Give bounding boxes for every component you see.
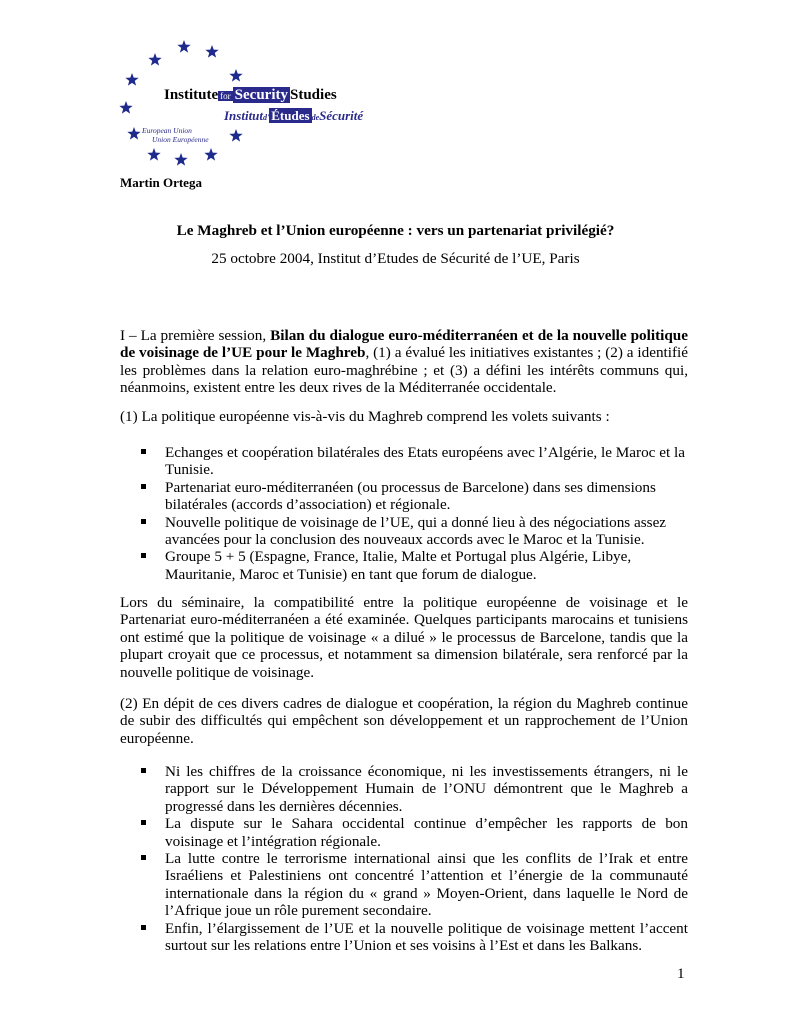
- star-icon: [147, 148, 160, 161]
- logo-securite: Sécurité: [319, 108, 364, 123]
- star-icon: [119, 101, 132, 114]
- section-2-intro: (2) En dépit de ces divers cadres de dialogue et coopération, la région du Maghreb continue de subir des difficultés qui empêchent son développement et un rapprochement de l’Union européenne.: [120, 695, 688, 747]
- logo-de: de: [311, 113, 320, 122]
- logo-for: for: [220, 91, 231, 101]
- bullet-icon: [141, 855, 146, 860]
- bullet-icon: [141, 820, 146, 825]
- logo-eu-line2: Union Européenne: [152, 135, 209, 144]
- list-item: La lutte contre le terrorisme international ainsi que les conflits de l’Irak et entre Israéliens et Palestiniens ont concentré l’attention et l’énergie de la communauté internationale dans la région du « grand » Moyen-Orient, dans laquelle le Nord de l’Afrique joue un rôle purement secondaire.: [120, 850, 688, 920]
- list-item: Groupe 5 + 5 (Espagne, France, Italie, Malte et Portugal plus Algérie, Libye, Mauritanie, Maroc et Tunisie) en tant que forum de dialogue.: [120, 548, 688, 583]
- bullet-icon: [141, 519, 146, 524]
- list-item: Partenariat euro-méditerranéen (ou processus de Barcelone) dans ses dimensions bilatérales (accords d’association) et régionale.: [120, 479, 688, 514]
- bullet-icon: [141, 449, 146, 454]
- logo-line-english: [164, 87, 337, 105]
- difficulties-list: [120, 763, 688, 954]
- logo-etudes: Études: [271, 108, 310, 123]
- logo-security: Security: [234, 87, 288, 103]
- bullet-icon: [141, 768, 146, 773]
- star-icon: [229, 69, 242, 82]
- eu-stars-icon: [112, 38, 372, 173]
- intro-paragraph: [120, 327, 688, 397]
- star-icon: [148, 53, 161, 66]
- logo-d: d': [263, 113, 270, 122]
- list-item: Enfin, l’élargissement de l’UE et la nouvelle politique de voisinage mettent l’accent surtout sur les relations entre l’Union et ses voisins à l’Est et dans les Balkans.: [120, 920, 688, 955]
- list-item: La dispute sur le Sahara occidental continue d’empêcher les rapports de bon voisinage et l’intégration régionale.: [120, 815, 688, 850]
- star-icon: [125, 73, 138, 86]
- bullet-icon: [141, 484, 146, 489]
- star-icon: [204, 148, 217, 161]
- page-number: 1: [677, 965, 685, 982]
- list-item: Ni les chiffres de la croissance économique, ni les investissements étrangers, ni le rapport sur le Développement Humain de l’ONU démontrent que le Maghreb a progressé dans les dernières décennies.: [120, 763, 688, 815]
- logo-studies: Studies: [290, 87, 337, 103]
- seminar-paragraph: Lors du séminaire, la compatibilité entre la politique européenne de voisinage et le Partenariat euro-méditerranéen a été examinée. Quelques participants marocains et tunisiens ont estimé que la politique de voisinage « a dilué » le processus de Barcelone, tandis que la plupart croyait que ce processus, et notamment sa dimension bilatérale, sera renforcé par la nouvelle politique de voisinage.: [120, 594, 688, 681]
- section-1-intro: (1) La politique européenne vis-à-vis du Maghreb comprend les volets suivants :: [120, 408, 610, 425]
- star-icon: [229, 129, 242, 142]
- logo-line-french: [224, 107, 363, 126]
- logo-institut: Institut: [224, 108, 264, 123]
- document-subtitle: 25 octobre 2004, Institut d’Etudes de Sécurité de l’UE, Paris: [211, 250, 580, 267]
- document-title: Le Maghreb et l’Union européenne : vers un partenariat privilégié?: [176, 222, 615, 239]
- list-item: Echanges et coopération bilatérales des Etats européens avec l’Algérie, le Maroc et la Tunisie.: [120, 444, 688, 479]
- bullet-icon: [141, 925, 146, 930]
- logo-eu-line1: European Union: [142, 126, 192, 135]
- bullet-icon: [141, 553, 146, 558]
- star-icon: [174, 153, 187, 166]
- intro-rest: , (1) a évalué les initiatives existantes ; (2) a identifié les problèmes dans la relation euro-maghrébine ; et (3) a défini les intérêts communs qui, néanmoins, existent entre les deux rives de la Méditerranée occidentale.: [120, 344, 689, 397]
- policy-list: [120, 444, 688, 583]
- list-item: Nouvelle politique de voisinage de l’UE, qui a donné lieu à des négociations assez avancées pour la conclusion des nouveaux accords avec le Maroc et la Tunisie.: [120, 514, 688, 549]
- author-name: Martin Ortega: [120, 175, 202, 190]
- intro-session-title: Bilan du dialogue euro-méditerranéen et de la nouvelle politique de voisinage de l’UE pour le Maghreb: [120, 327, 688, 362]
- star-icon: [205, 45, 218, 58]
- iss-logo: [112, 38, 372, 173]
- logo-institute: Institute: [164, 87, 219, 103]
- logo-eu-label: [142, 126, 209, 144]
- intro-lead: I – La première session,: [120, 327, 271, 344]
- star-icon: [177, 40, 190, 53]
- star-icon: [127, 127, 140, 140]
